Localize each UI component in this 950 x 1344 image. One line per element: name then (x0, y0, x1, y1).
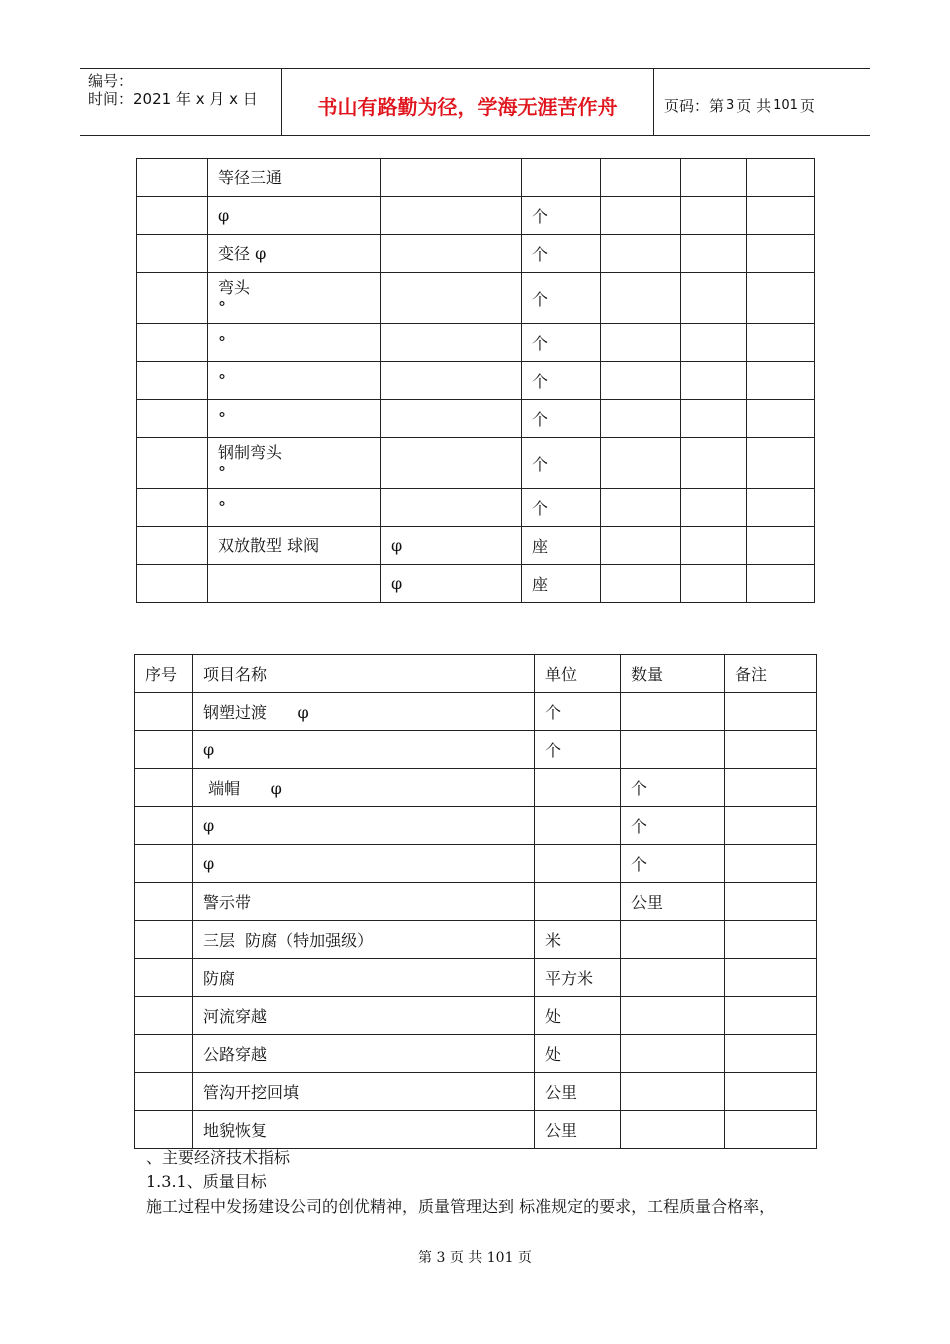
cell-quantity (621, 693, 725, 731)
table-row (135, 959, 817, 997)
cell-extra (747, 400, 815, 438)
cell-index (135, 1073, 193, 1111)
cell-spec: φ (381, 527, 522, 565)
sub-heading: 1.3.1、质量目标 (146, 1172, 267, 1191)
cell-index (137, 159, 208, 197)
cell-spec (381, 159, 522, 197)
cell-name-line: ° (218, 408, 226, 428)
cell-unit: 公里 (535, 1073, 621, 1111)
cell-remarks (725, 807, 817, 845)
table-row (137, 400, 815, 438)
cell-unit: 个 (522, 489, 601, 527)
table-row (137, 489, 815, 527)
cell-name (208, 489, 381, 527)
cell-name-line: 钢制弯头 (218, 443, 283, 462)
cell-index (135, 921, 193, 959)
cell-name (208, 324, 381, 362)
cell-unit: 个 (522, 324, 601, 362)
cell-name (208, 159, 381, 197)
page-number: 3 (726, 97, 735, 113)
cell-index (135, 807, 193, 845)
cell-name (208, 235, 381, 273)
cell-item-name: 河流穿越 (193, 997, 535, 1035)
header-page-info (654, 69, 870, 135)
materials-table (134, 654, 817, 1149)
cell-remarks (725, 845, 817, 883)
cell-spec (381, 235, 522, 273)
cell-unit: 个 (522, 400, 601, 438)
cell-item-name: φ (193, 845, 535, 883)
body-paragraph: 施工过程中发扬建设公司的创优精神，质量管理达到 标准规定的要求，工程质量合格率， (146, 1197, 776, 1216)
cell-extra (747, 438, 815, 489)
header-unit: 单位 (535, 655, 621, 693)
cell-extra (601, 527, 681, 565)
header-meta (80, 69, 282, 135)
cell-index (137, 324, 208, 362)
cell-extra (747, 324, 815, 362)
cell-index (137, 362, 208, 400)
cell-unit (535, 845, 621, 883)
cell-index (135, 1035, 193, 1073)
cell-name-line: 弯头 (218, 278, 251, 297)
cell-remarks (725, 883, 817, 921)
table-row (135, 845, 817, 883)
cell-name (208, 438, 381, 489)
cell-index (135, 883, 193, 921)
cell-extra (601, 197, 681, 235)
cell-extra (681, 197, 747, 235)
table-row (135, 807, 817, 845)
cell-item-name: 三层 防腐（特加强级） (193, 921, 535, 959)
cell-unit: 个 (522, 197, 601, 235)
fittings-table (136, 158, 815, 603)
header-quantity: 数量 (621, 655, 725, 693)
cell-name-line: ° (218, 463, 226, 482)
cell-index (137, 400, 208, 438)
cell-unit: 个 (535, 693, 621, 731)
cell-name-line: ° (218, 298, 226, 317)
cell-spec (381, 489, 522, 527)
cell-index (137, 489, 208, 527)
cell-quantity (621, 997, 725, 1035)
table-row (135, 883, 817, 921)
cell-extra (747, 362, 815, 400)
cell-name-line: φ (218, 205, 230, 225)
cell-name (208, 362, 381, 400)
table-row (137, 362, 815, 400)
cell-name (208, 565, 381, 603)
cell-extra (681, 527, 747, 565)
cell-unit: 个 (535, 731, 621, 769)
cell-item-name: 公路穿越 (193, 1035, 535, 1073)
cell-index (137, 197, 208, 235)
cell-spec (381, 400, 522, 438)
header-item-name: 项目名称 (193, 655, 535, 693)
cell-item-name: 地貌恢复 (193, 1111, 535, 1149)
table-row (137, 235, 815, 273)
cell-index (135, 769, 193, 807)
table-row (135, 921, 817, 959)
cell-extra (747, 527, 815, 565)
cell-extra (681, 159, 747, 197)
cell-unit: 个 (522, 273, 601, 324)
cell-name-line: 等径三通 (218, 167, 283, 187)
cell-spec (381, 273, 522, 324)
cell-item-name: 端帽 φ (193, 769, 535, 807)
cell-spec (381, 324, 522, 362)
page-mid: 页 共 (736, 96, 772, 115)
cell-quantity: 公里 (621, 883, 725, 921)
cell-quantity (621, 921, 725, 959)
table-row (135, 1035, 817, 1073)
cell-index (137, 235, 208, 273)
cell-quantity (621, 959, 725, 997)
cell-extra (601, 159, 681, 197)
cell-extra (747, 197, 815, 235)
cell-remarks (725, 731, 817, 769)
cell-index (135, 845, 193, 883)
cell-index (137, 527, 208, 565)
cell-extra (681, 489, 747, 527)
page-footer: 第 3 页 共 101 页 (418, 1250, 532, 1266)
cell-extra (601, 273, 681, 324)
cell-extra (601, 489, 681, 527)
cell-extra (601, 438, 681, 489)
cell-unit: 米 (535, 921, 621, 959)
table-row (135, 769, 817, 807)
cell-name (208, 273, 381, 324)
header-remarks: 备注 (725, 655, 817, 693)
cell-spec (381, 197, 522, 235)
table-header-row (135, 655, 817, 693)
table-row (137, 159, 815, 197)
table-row (137, 438, 815, 489)
cell-index (135, 997, 193, 1035)
number-label: 编号： (88, 72, 134, 90)
section-heading: 、主要经济技术指标 (146, 1148, 291, 1167)
page-total: 101 (773, 97, 798, 113)
cell-extra (601, 565, 681, 603)
cell-item-name: φ (193, 731, 535, 769)
cell-name-line: ° (218, 370, 226, 390)
table-row (137, 197, 815, 235)
header-index: 序号 (135, 655, 193, 693)
cell-unit: 个 (522, 362, 601, 400)
cell-unit: 处 (535, 1035, 621, 1073)
cell-extra (681, 438, 747, 489)
cell-spec (381, 438, 522, 489)
cell-unit: 个 (522, 235, 601, 273)
cell-unit: 座 (522, 565, 601, 603)
cell-remarks (725, 921, 817, 959)
cell-quantity (621, 1035, 725, 1073)
cell-index (137, 438, 208, 489)
cell-extra (681, 362, 747, 400)
cell-index (135, 959, 193, 997)
cell-remarks (725, 1111, 817, 1149)
cell-extra (747, 565, 815, 603)
cell-unit: 个 (522, 438, 601, 489)
cell-quantity: 个 (621, 845, 725, 883)
cell-extra (681, 273, 747, 324)
cell-name-line: ° (218, 332, 226, 352)
table-row (135, 997, 817, 1035)
cell-spec (381, 362, 522, 400)
table-row (137, 565, 815, 603)
cell-extra (601, 235, 681, 273)
table-row (135, 731, 817, 769)
page-header (80, 68, 870, 136)
cell-unit: 公里 (535, 1111, 621, 1149)
cell-name (208, 527, 381, 565)
time-label: 时间：2021 年 x 月 x 日 (88, 90, 258, 108)
cell-item-name: 防腐 (193, 959, 535, 997)
cell-name-line: ° (218, 497, 226, 517)
cell-quantity (621, 731, 725, 769)
table-row (135, 1111, 817, 1149)
table-row (137, 527, 815, 565)
page-prefix: 页码：第 (664, 96, 725, 115)
cell-name-line: 变径 φ (218, 243, 267, 263)
table-row (137, 273, 815, 324)
cell-unit: 座 (522, 527, 601, 565)
header-motto: 书山有路勤为径，学海无涯苦作舟 (282, 69, 654, 135)
table-row (135, 1073, 817, 1111)
cell-remarks (725, 1073, 817, 1111)
cell-index (135, 731, 193, 769)
cell-unit (522, 159, 601, 197)
cell-extra (681, 235, 747, 273)
cell-name-line: 双放散型 球阀 (218, 535, 320, 555)
cell-remarks (725, 769, 817, 807)
cell-quantity: 个 (621, 769, 725, 807)
cell-item-name: 管沟开挖回填 (193, 1073, 535, 1111)
cell-extra (747, 273, 815, 324)
cell-spec: φ (381, 565, 522, 603)
cell-unit (535, 807, 621, 845)
cell-item-name: φ (193, 807, 535, 845)
cell-unit (535, 883, 621, 921)
cell-extra (681, 565, 747, 603)
cell-remarks (725, 1035, 817, 1073)
cell-quantity: 个 (621, 807, 725, 845)
cell-extra (601, 324, 681, 362)
cell-remarks (725, 997, 817, 1035)
cell-name (208, 400, 381, 438)
cell-index (135, 693, 193, 731)
cell-index (137, 273, 208, 324)
cell-unit: 处 (535, 997, 621, 1035)
cell-extra (681, 400, 747, 438)
cell-unit: 平方米 (535, 959, 621, 997)
cell-unit (535, 769, 621, 807)
cell-remarks (725, 959, 817, 997)
table-row (135, 693, 817, 731)
cell-extra (601, 362, 681, 400)
cell-item-name: 钢塑过渡 φ (193, 693, 535, 731)
cell-index (135, 1111, 193, 1149)
cell-item-name: 警示带 (193, 883, 535, 921)
cell-name (208, 197, 381, 235)
cell-index (137, 565, 208, 603)
table-row (137, 324, 815, 362)
cell-extra (747, 489, 815, 527)
cell-extra (747, 235, 815, 273)
cell-quantity (621, 1111, 725, 1149)
cell-extra (681, 324, 747, 362)
cell-quantity (621, 1073, 725, 1111)
cell-remarks (725, 693, 817, 731)
cell-extra (601, 400, 681, 438)
page-suffix: 页 (799, 96, 815, 115)
cell-extra (747, 159, 815, 197)
